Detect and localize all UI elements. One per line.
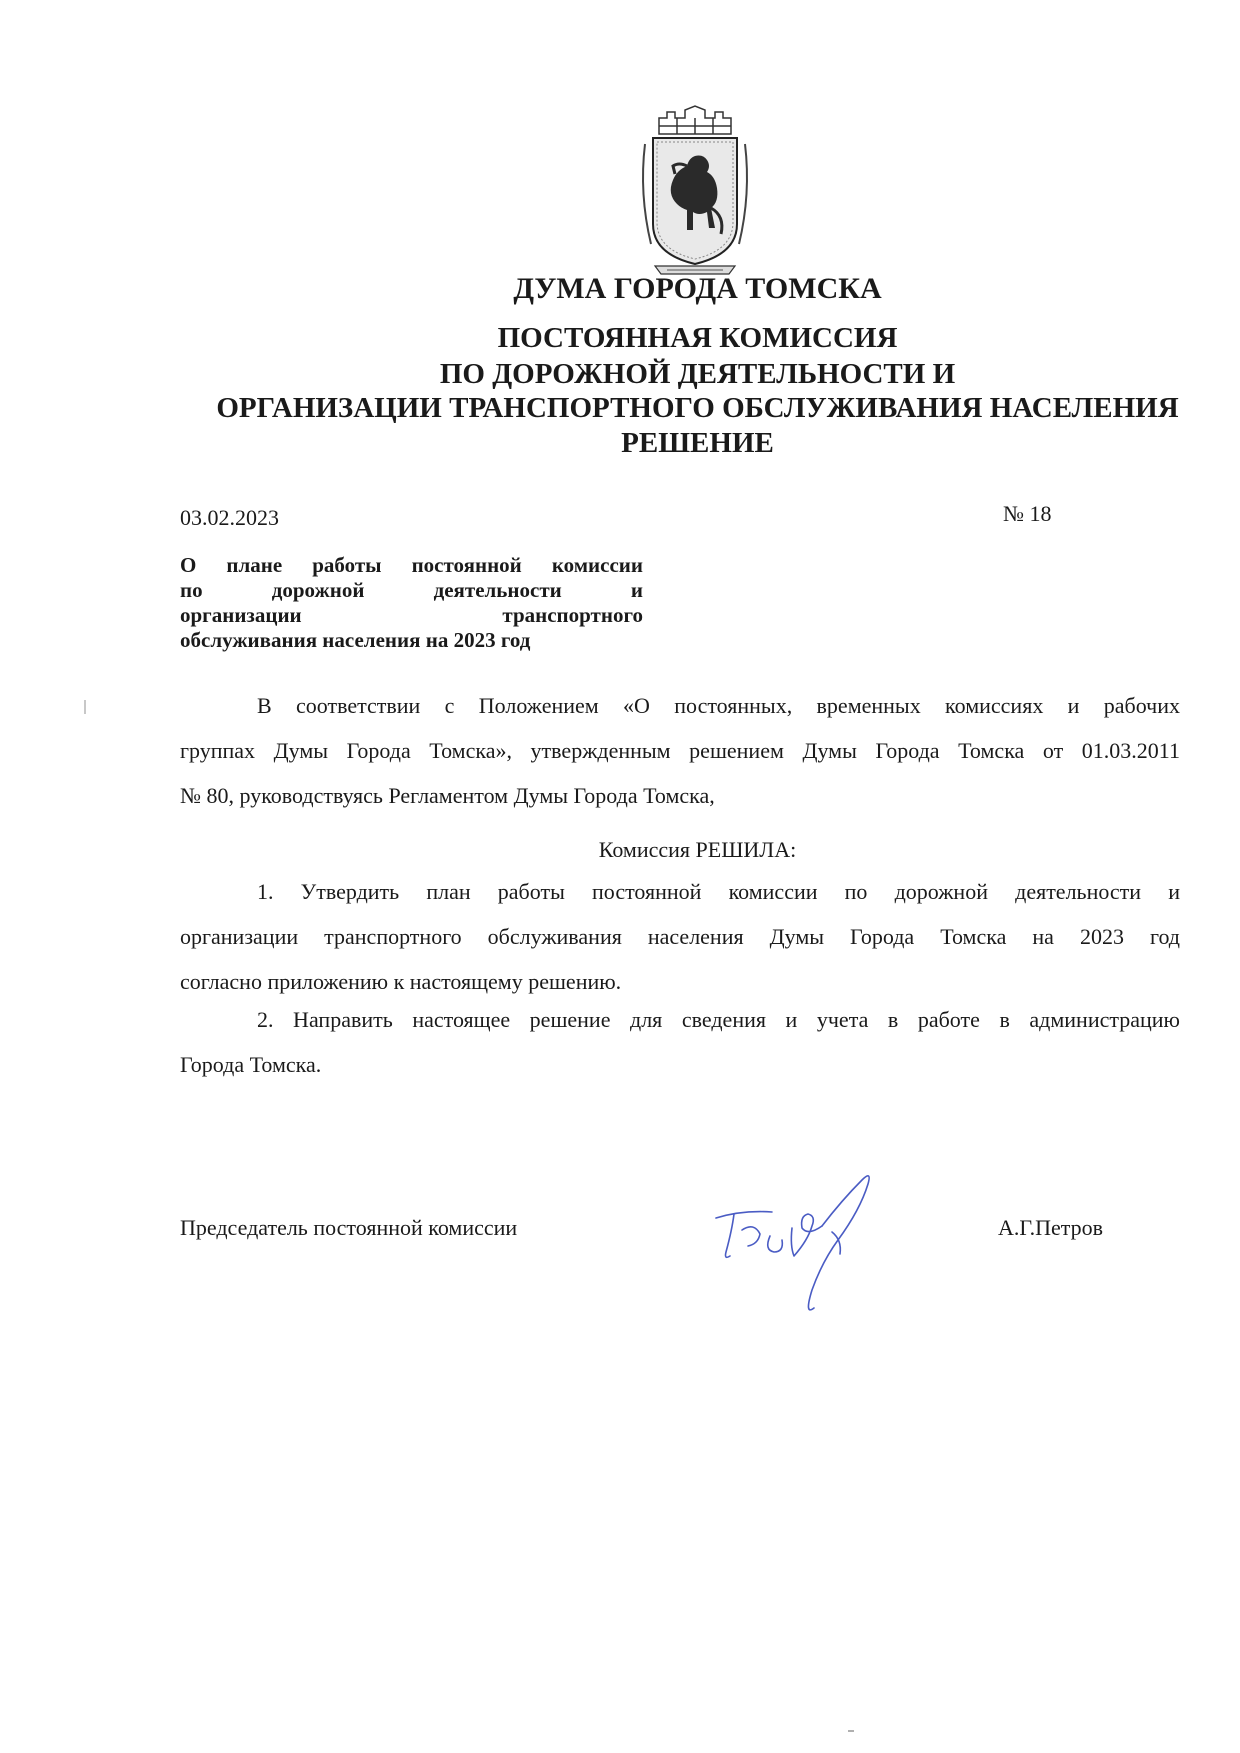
- subject-line: обслуживания населения на 2023 год: [180, 628, 531, 652]
- commission-title-line-3: ОРГАНИЗАЦИИ ТРАНСПОРТНОГО ОБСЛУЖИВАНИЯ НАСЕЛЕНИЯ: [216, 392, 1179, 424]
- paragraph-line: группах Думы Города Томска», утвержденным решением Думы Города Томска от 01.03.2011: [180, 738, 1180, 763]
- decision-number: № 18: [1003, 501, 1052, 526]
- decision-item-1: [180, 869, 1180, 1004]
- preamble-paragraph: [180, 683, 1180, 818]
- paragraph-line: согласно приложению к настоящему решению.: [180, 969, 622, 994]
- document-type: РЕШЕНИЕ: [621, 427, 774, 459]
- decision-item-2: [180, 997, 1180, 1087]
- decision-subject: [180, 553, 643, 653]
- commission-title-line-1: ПОСТОЯННАЯ КОМИССИЯ: [497, 322, 898, 354]
- subject-line: организации транспортного: [180, 603, 643, 627]
- paragraph-line: В соответствии с Положением «О постоянных, временных комиссиях и рабочих: [257, 693, 1180, 718]
- paragraph-line: 2. Направить настоящее решение для сведения и учета в работе в администрацию: [257, 1007, 1180, 1032]
- handwritten-signature-icon: [712, 1170, 902, 1330]
- paragraph-line: № 80, руководствуясь Регламентом Думы Города Томска,: [180, 783, 715, 808]
- resolved-heading: Комиссия РЕШИЛА:: [598, 837, 797, 862]
- scan-margin-mark: [84, 700, 86, 714]
- commission-title-line-2: ПО ДОРОЖНОЙ ДЕЯТЕЛЬНОСТИ И: [439, 358, 956, 390]
- paragraph-line: организации транспортного обслуживания населения Думы Города Томска на 2023 год: [180, 924, 1180, 949]
- signatory-position: Председатель постоянной комиссии: [180, 1215, 518, 1240]
- scan-bottom-mark: [848, 1730, 854, 1732]
- tomsk-coat-of-arms-icon: [637, 104, 753, 280]
- subject-line: по дорожной деятельности и: [180, 578, 643, 602]
- decision-date: 03.02.2023: [180, 505, 279, 530]
- subject-line: О плане работы постоянной комиссии: [180, 553, 643, 577]
- organization-title: ДУМА ГОРОДА ТОМСКА: [513, 272, 882, 305]
- paragraph-line: 1. Утвердить план работы постоянной комиссии по дорожной деятельности и: [257, 879, 1180, 904]
- paragraph-line: Города Томска.: [180, 1052, 322, 1077]
- signatory-name: А.Г.Петров: [998, 1215, 1104, 1240]
